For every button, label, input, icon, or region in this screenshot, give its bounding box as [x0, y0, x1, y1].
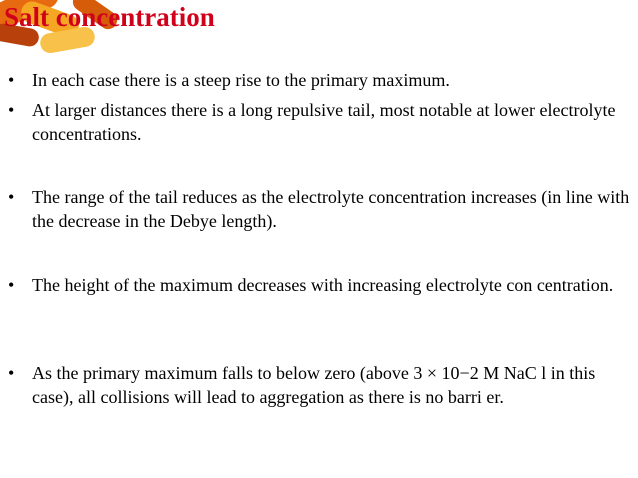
bullet-marker: •: [8, 363, 15, 383]
bullet-marker: •: [8, 70, 15, 90]
slide-title: Salt concentration: [4, 2, 215, 32]
bullet-item: [8, 185, 633, 233]
bullet-text: As the primary maximum falls to below zero (above 3 × 10−2 M NaC l in this case), all collisions will lead to aggregation as there is no barri er.: [32, 363, 596, 407]
bullet-text: In each case there is a steep rise to the primary maximum.: [32, 70, 450, 90]
bullet-marker: •: [8, 187, 15, 207]
bullet-item: [8, 273, 633, 297]
bullet-marker: •: [8, 100, 15, 120]
bullet-item: [8, 68, 633, 92]
bullet-text: The range of the tail reduces as the electrolyte concentration increases (in line with the decrease in the Debye length).: [32, 187, 630, 231]
bullet-item: [8, 98, 633, 146]
bullet-item: [8, 361, 633, 409]
bullet-text: The height of the maximum decreases with increasing electrolyte con centration.: [32, 275, 614, 295]
bullet-text: At larger distances there is a long repulsive tail, most notable at lower electrolyte concentrations.: [32, 100, 616, 144]
bullet-marker: •: [8, 275, 15, 295]
